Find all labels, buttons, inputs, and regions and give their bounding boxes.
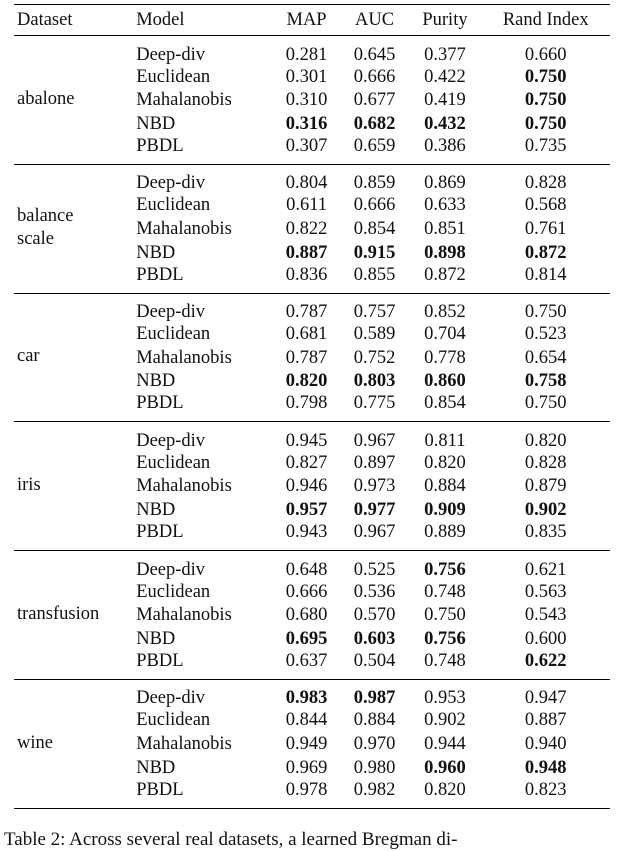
group-iris — [14, 422, 610, 551]
map-cell: 0.844 — [285, 710, 328, 731]
table-row — [14, 164, 610, 194]
auc-cell: 0.967 — [353, 430, 396, 451]
auc-cell: 0.536 — [353, 581, 396, 602]
model-cell: Euclidean — [136, 581, 211, 602]
dataset-label: iris — [17, 475, 41, 496]
model-cell: Deep-div — [136, 44, 206, 65]
auc-cell: 0.884 — [353, 710, 396, 731]
auc-cell: 0.803 — [353, 371, 396, 392]
purity-cell: 0.377 — [424, 44, 466, 65]
model-cell: PBDL — [136, 650, 184, 671]
map-cell: 0.983 — [285, 688, 328, 709]
model-cell: NBD — [136, 628, 176, 649]
model-cell: Deep-div — [136, 559, 206, 580]
purity-cell: 0.889 — [424, 522, 466, 543]
header-purity: Purity — [409, 5, 482, 36]
auc-cell: 0.659 — [353, 135, 396, 156]
auc-cell: 0.970 — [353, 734, 396, 755]
rand-cell: 0.828 — [524, 452, 567, 473]
purity-cell: 0.851 — [424, 218, 466, 239]
map-cell: 0.611 — [286, 195, 328, 216]
map-cell: 0.820 — [285, 371, 328, 392]
purity-cell: 0.422 — [424, 66, 466, 87]
map-cell: 0.666 — [285, 581, 328, 602]
header-auc: AUC — [341, 5, 409, 36]
map-cell: 0.637 — [285, 650, 328, 671]
model-cell: Mahalanobis — [136, 347, 232, 368]
rand-cell: 0.735 — [524, 135, 567, 156]
map-cell: 0.945 — [285, 430, 328, 451]
header-row — [14, 5, 610, 36]
map-cell: 0.949 — [285, 734, 328, 755]
auc-cell: 0.859 — [353, 173, 396, 194]
model-cell: Euclidean — [136, 195, 211, 216]
model-cell: Euclidean — [136, 324, 211, 345]
rand-cell: 0.568 — [524, 195, 567, 216]
purity-cell: 0.432 — [424, 113, 466, 134]
purity-cell: 0.748 — [424, 581, 466, 602]
dataset-label — [14, 164, 136, 293]
header-rand-index: Rand Index — [481, 5, 610, 36]
table-row — [14, 679, 610, 709]
model-cell: NBD — [136, 500, 176, 521]
map-cell: 0.316 — [285, 113, 328, 134]
rand-cell: 0.750 — [524, 393, 567, 414]
map-cell: 0.310 — [285, 90, 328, 111]
map-cell: 0.307 — [285, 135, 328, 156]
header-model: Model — [136, 5, 272, 36]
auc-cell: 0.645 — [353, 44, 396, 65]
map-cell: 0.301 — [285, 66, 328, 87]
map-cell: 0.978 — [285, 779, 328, 800]
map-cell: 0.281 — [285, 44, 328, 65]
map-cell: 0.836 — [285, 264, 328, 285]
rand-cell: 0.523 — [524, 324, 567, 345]
auc-cell: 0.854 — [353, 218, 396, 239]
purity-cell: 0.869 — [424, 173, 466, 194]
auc-cell: 0.987 — [353, 688, 396, 709]
rand-cell: 0.660 — [524, 44, 567, 65]
auc-cell: 0.504 — [353, 650, 396, 671]
dataset-label: abalone — [17, 88, 75, 109]
model-cell: NBD — [136, 242, 176, 263]
map-cell: 0.822 — [285, 218, 328, 239]
auc-cell: 0.589 — [353, 324, 396, 345]
purity-cell: 0.960 — [424, 757, 466, 778]
results-table — [14, 4, 610, 809]
rand-cell: 0.543 — [524, 605, 567, 626]
purity-cell: 0.811 — [424, 430, 466, 451]
rand-cell: 0.835 — [524, 522, 567, 543]
purity-cell: 0.704 — [424, 324, 466, 345]
purity-cell: 0.756 — [424, 628, 466, 649]
model-cell: Euclidean — [136, 66, 211, 87]
auc-cell: 0.973 — [353, 476, 396, 497]
group-balance-scale — [14, 164, 610, 293]
group-transfusion — [14, 551, 610, 680]
model-cell: Deep-div — [136, 430, 206, 451]
model-cell: PBDL — [136, 779, 184, 800]
group-abalone — [14, 36, 610, 165]
rand-cell: 0.621 — [524, 559, 567, 580]
map-cell: 0.827 — [285, 452, 328, 473]
purity-cell: 0.419 — [424, 90, 466, 111]
auc-cell: 0.666 — [353, 195, 396, 216]
rand-cell: 0.872 — [524, 242, 567, 263]
rand-cell: 0.828 — [524, 173, 567, 194]
purity-cell: 0.633 — [424, 195, 466, 216]
auc-cell: 0.775 — [353, 393, 396, 414]
model-cell: Deep-div — [136, 173, 206, 194]
auc-cell: 0.982 — [353, 779, 396, 800]
map-cell: 0.787 — [285, 347, 328, 368]
rand-cell: 0.563 — [524, 581, 567, 602]
model-cell: PBDL — [136, 522, 184, 543]
auc-cell: 0.980 — [353, 757, 396, 778]
rand-cell: 0.820 — [524, 430, 567, 451]
purity-cell: 0.953 — [424, 688, 466, 709]
model-cell: NBD — [136, 757, 176, 778]
purity-cell: 0.860 — [424, 371, 466, 392]
header-dataset: Dataset — [14, 5, 136, 36]
rand-cell: 0.948 — [524, 757, 567, 778]
model-cell: Mahalanobis — [136, 218, 232, 239]
purity-cell: 0.756 — [424, 559, 466, 580]
rand-cell: 0.750 — [524, 90, 567, 111]
map-cell: 0.695 — [285, 628, 328, 649]
auc-cell: 0.677 — [353, 90, 396, 111]
purity-cell: 0.902 — [424, 710, 466, 731]
map-cell: 0.680 — [285, 605, 328, 626]
map-cell: 0.648 — [285, 559, 328, 580]
map-cell: 0.946 — [285, 476, 328, 497]
map-cell: 0.969 — [285, 757, 328, 778]
purity-cell: 0.778 — [424, 347, 466, 368]
model-cell: Deep-div — [136, 302, 206, 323]
dataset-label: wine — [17, 732, 53, 753]
table-caption: Table 2: Across several real datasets, a learned Bregman di- — [4, 829, 458, 850]
auc-cell: 0.897 — [353, 452, 396, 473]
rand-cell: 0.600 — [524, 628, 567, 649]
rand-cell: 0.750 — [524, 66, 567, 87]
map-cell: 0.798 — [285, 393, 328, 414]
auc-cell: 0.977 — [353, 500, 396, 521]
rand-cell: 0.823 — [524, 779, 567, 800]
table-row — [14, 422, 610, 452]
map-cell: 0.957 — [285, 500, 328, 521]
rand-cell: 0.940 — [524, 734, 567, 755]
dataset-label: car — [17, 346, 40, 367]
purity-cell: 0.854 — [424, 393, 466, 414]
purity-cell: 0.909 — [424, 500, 466, 521]
auc-cell: 0.570 — [353, 605, 396, 626]
rand-cell: 0.750 — [524, 302, 567, 323]
auc-cell: 0.757 — [353, 302, 396, 323]
dataset-label: transfusion — [17, 603, 100, 624]
purity-cell: 0.820 — [424, 779, 466, 800]
model-cell: PBDL — [136, 135, 184, 156]
auc-cell: 0.915 — [353, 242, 396, 263]
model-cell: NBD — [136, 113, 176, 134]
auc-cell: 0.666 — [353, 66, 396, 87]
auc-cell: 0.603 — [353, 628, 396, 649]
map-cell: 0.943 — [285, 522, 328, 543]
purity-cell: 0.820 — [424, 452, 466, 473]
purity-cell: 0.872 — [424, 264, 466, 285]
model-cell: Mahalanobis — [136, 476, 232, 497]
model-cell: Mahalanobis — [136, 734, 232, 755]
table-row — [14, 293, 610, 323]
map-cell: 0.681 — [285, 324, 328, 345]
rand-cell: 0.887 — [524, 710, 567, 731]
purity-cell: 0.386 — [424, 135, 466, 156]
rand-cell: 0.902 — [524, 500, 567, 521]
rand-cell: 0.814 — [524, 264, 567, 285]
purity-cell: 0.898 — [424, 242, 466, 263]
auc-cell: 0.682 — [353, 113, 396, 134]
model-cell: Euclidean — [136, 710, 211, 731]
map-cell: 0.787 — [285, 302, 328, 323]
model-cell: Mahalanobis — [136, 90, 232, 111]
purity-cell: 0.750 — [424, 605, 466, 626]
purity-cell: 0.748 — [424, 650, 466, 671]
dataset-label-text: balance scale — [17, 206, 74, 250]
rand-cell: 0.622 — [524, 650, 567, 671]
table-row — [14, 36, 610, 66]
model-cell: Mahalanobis — [136, 605, 232, 626]
auc-cell: 0.525 — [353, 559, 396, 580]
purity-cell: 0.944 — [424, 734, 466, 755]
table-row — [14, 551, 610, 581]
purity-cell: 0.852 — [424, 302, 466, 323]
purity-cell: 0.884 — [424, 476, 466, 497]
rand-cell: 0.654 — [524, 347, 567, 368]
map-cell: 0.887 — [285, 242, 328, 263]
map-cell: 0.804 — [285, 173, 328, 194]
table-header — [14, 5, 610, 36]
model-cell: Deep-div — [136, 688, 206, 709]
rand-cell: 0.761 — [524, 218, 567, 239]
auc-cell: 0.967 — [353, 522, 396, 543]
model-cell: PBDL — [136, 264, 184, 285]
group-car — [14, 293, 610, 422]
auc-cell: 0.855 — [353, 264, 396, 285]
header-map: MAP — [273, 5, 341, 36]
model-cell: NBD — [136, 371, 176, 392]
rand-cell: 0.758 — [524, 371, 567, 392]
rand-cell: 0.879 — [524, 476, 567, 497]
model-cell: PBDL — [136, 393, 184, 414]
rand-cell: 0.947 — [524, 688, 567, 709]
model-cell: Euclidean — [136, 452, 211, 473]
rand-cell: 0.750 — [524, 113, 567, 134]
group-wine — [14, 679, 610, 808]
auc-cell: 0.752 — [353, 347, 396, 368]
